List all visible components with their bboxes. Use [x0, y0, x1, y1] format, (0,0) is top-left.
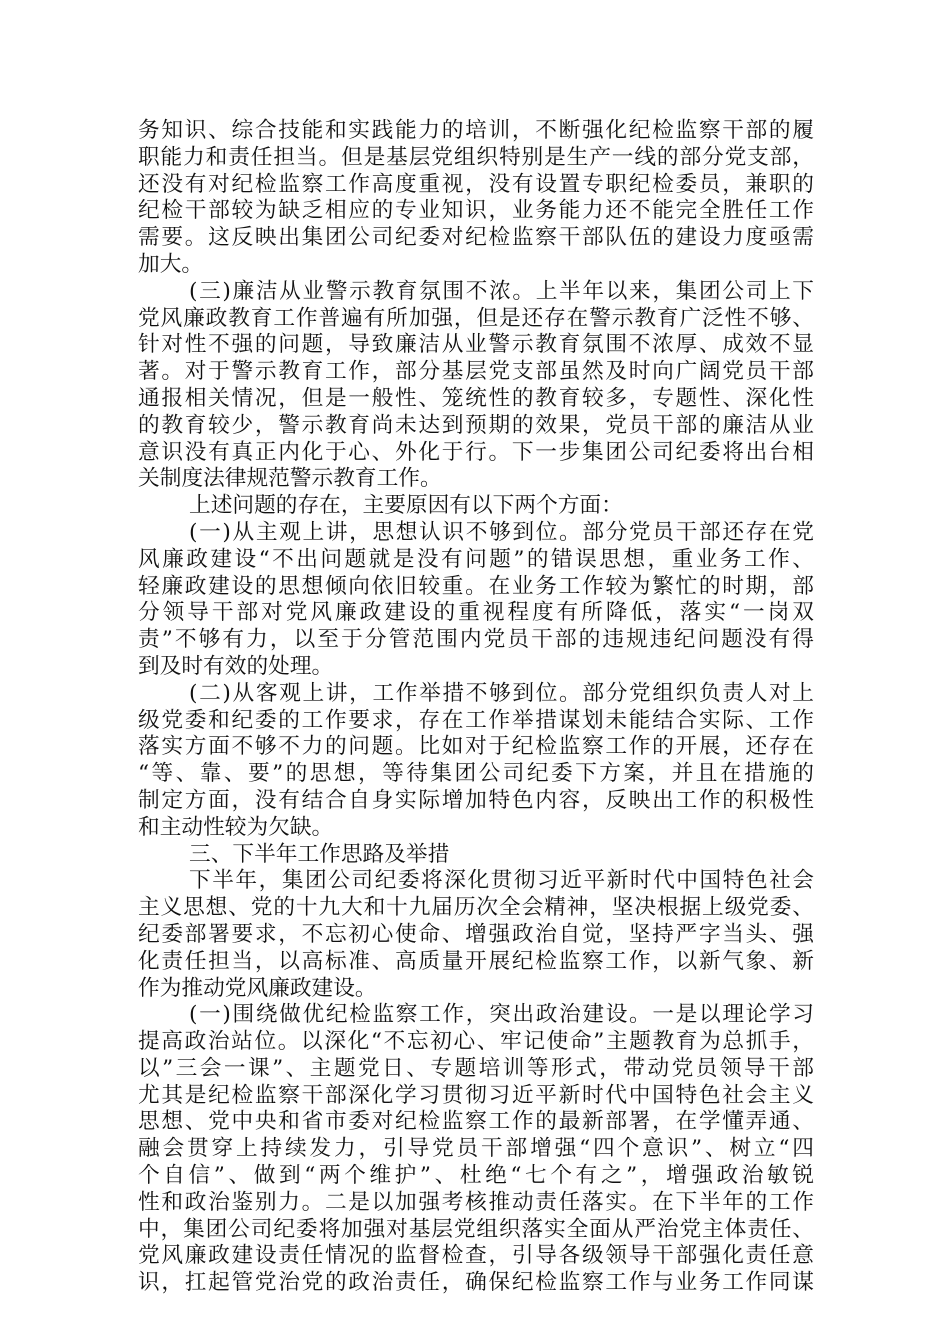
document-body — [138, 118, 814, 1297]
text-line: (三)廉洁从业警示教育氛围不浓。上半年以来，集团公司上下 — [189, 278, 814, 304]
text-line: (二)从客观上讲，工作举措不够到位。部分党组织负责人对上 — [189, 680, 814, 706]
text-line: 落实方面不够不力的问题。比如对于纪检监察工作的开展，还存在 — [138, 734, 814, 760]
text-line: 纪检干部较为缺乏相应的专业知识，业务能力还不能完全胜任工作 — [138, 198, 814, 224]
text-line: 融会贯穿上持续发力，引导党员干部增强“四个意识”、树立“四 — [138, 1136, 814, 1162]
text-line: 务知识、综合技能和实践能力的培训，不断强化纪检监察干部的履 — [138, 118, 814, 143]
text-line: (一)围绕做优纪检监察工作，突出政治建设。一是以理论学习 — [189, 1002, 814, 1028]
text-line: 责”不够有力，以至于分管范围内党员干部的违规违纪问题没有得 — [138, 627, 814, 653]
text-line: 需要。这反映出集团公司纪委对纪检监察干部队伍的建设力度亟需 — [138, 225, 814, 251]
text-line: 风廉政建设“不出问题就是没有问题”的错误思想，重业务工作、 — [138, 546, 814, 572]
text-line: 化责任担当，以高标准、高质量开展纪检监察工作，以新气象、新 — [138, 948, 814, 974]
text-line: 识，扛起管党治党的政治责任，确保纪检监察工作与业务工作同谋 — [138, 1270, 814, 1296]
text-line: 和主动性较为欠缺。 — [138, 814, 334, 840]
text-line: 下半年，集团公司纪委将深化贯彻习近平新时代中国特色社会 — [189, 868, 814, 894]
text-line: 作为推动党风廉政建设。 — [138, 975, 377, 1001]
text-line: 还没有对纪检监察工作高度重视，没有设置专职纪检委员，兼职的 — [138, 171, 814, 197]
text-line: (一)从主观上讲，思想认识不够到位。部分党员干部还存在党 — [189, 519, 814, 545]
text-line: 分领导干部对党风廉政建设的重视程度有所降低，落实“一岗双 — [138, 600, 814, 626]
text-line: 党风廉政教育工作普遍有所加强，但是还存在警示教育广泛性不够、 — [138, 305, 814, 331]
text-line: 上述问题的存在，主要原因有以下两个方面： — [189, 493, 623, 519]
text-line: 职能力和责任担当。但是基层党组织特别是生产一线的部分党支部， — [138, 144, 814, 170]
text-line: 关制度法律规范警示教育工作。 — [138, 466, 442, 492]
text-line: 党风廉政建设责任情况的监督检查，引导各级领导干部强化责任意 — [138, 1243, 814, 1269]
text-line: 到及时有效的处理。 — [138, 653, 334, 679]
text-line: “等、靠、要”的思想，等待集团公司纪委下方案，并且在措施的 — [138, 761, 814, 787]
text-line: 制定方面，没有结合自身实际增加特色内容，反映出工作的积极性 — [138, 787, 814, 813]
text-line: 级党委和纪委的工作要求，存在工作举措谋划未能结合实际、工作 — [138, 707, 814, 733]
text-line: 以”三会一课”、主题党日、专题培训等形式，带动党员领导干部 — [138, 1055, 814, 1081]
text-line: 轻廉政建设的思想倾向依旧较重。在业务工作较为繁忙的时期，部 — [138, 573, 814, 599]
text-line: 主义思想、党的十九大和十九届历次全会精神，坚决根据上级党委、 — [138, 895, 814, 921]
text-line: 的教育较少，警示教育尚未达到预期的效果，党员干部的廉洁从业 — [138, 412, 814, 438]
text-line: 著。对于警示教育工作，部分基层党支部虽然及时向广阔党员干部 — [138, 359, 814, 385]
text-line: 意识没有真正内化于心、外化于行。下一步集团公司纪委将出台相 — [138, 439, 814, 465]
text-line: 中，集团公司纪委将加强对基层党组织落实全面从严治党主体责任、 — [138, 1216, 814, 1242]
text-line: 纪委部署要求，不忘初心使命、增强政治自觉，坚持严字当头、强 — [138, 921, 814, 947]
text-line: 思想、党中央和省市委对纪检监察工作的最新部署，在学懂弄通、 — [138, 1109, 814, 1135]
text-line: 加大。 — [138, 251, 204, 277]
text-line: 个自信”、做到“两个维护”、杜绝“七个有之”，增强政治敏锐 — [138, 1163, 814, 1189]
text-line: 通报相关情况，但是一般性、笼统性的教育较多，专题性、深化性 — [138, 385, 814, 411]
text-line: 针对性不强的问题，导致廉洁从业警示教育氛围不浓厚、成效不显 — [138, 332, 814, 358]
text-line: 三、下半年工作思路及举措 — [189, 841, 450, 867]
text-line: 尤其是纪检监察干部深化学习贯彻习近平新时代中国特色社会主义 — [138, 1082, 814, 1108]
text-line: 提高政治站位。以深化“不忘初心、牢记使命”主题教育为总抓手， — [138, 1029, 814, 1055]
text-line: 性和政治鉴别力。二是以加强考核推动责任落实。在下半年的工作 — [138, 1189, 814, 1215]
